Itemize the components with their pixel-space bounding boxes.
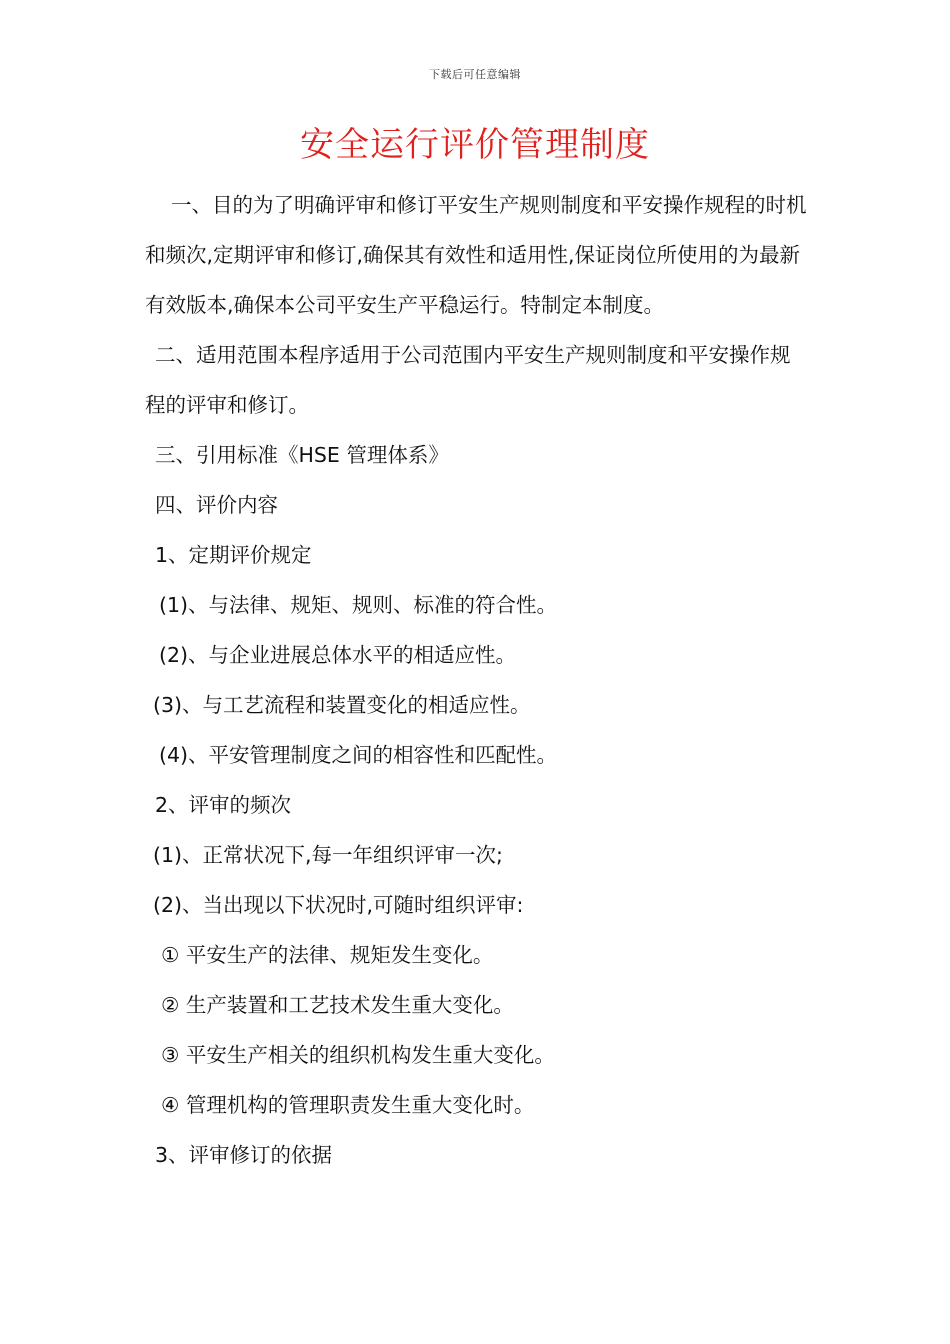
section-heading-evaluation: 四、评价内容 [155,493,278,517]
subsection-heading-basis: 3、评审修订的依据 [155,1143,333,1167]
document-title: 安全运行评价管理制度 [300,125,650,165]
list-item: ③ 平安生产相关的组织机构发生重大变化。 [161,1043,555,1067]
list-item: (1)、与法律、规矩、规则、标准的符合性。 [159,593,558,617]
list-item: ① 平安生产的法律、规矩发生变化。 [161,943,494,967]
paragraph-reference: 三、引用标准《HSE 管理体系》 [155,443,449,467]
document-body [145,180,810,1180]
subsection-heading-periodic: 1、定期评价规定 [155,543,312,567]
paragraph-purpose: 一、目的为了明确评审和修订平安生产规则制度和平安操作规程的时机和频次,定期评审和修订,确保其有效性和适用性,保证岗位所使用的为最新有效版本,确保本公司平安生产平稳运行。特制定本制度。 [145,193,807,317]
list-item: (4)、平安管理制度之间的相容性和匹配性。 [159,743,558,767]
header-note: 下载后可任意编辑 [429,68,521,81]
list-item: (1)、正常状况下,每一年组织评审一次; [153,843,503,867]
list-item: ④ 管理机构的管理职责发生重大变化时。 [161,1093,535,1117]
paragraph-scope: 二、适用范围本程序适用于公司范围内平安生产规则制度和平安操作规程的评审和修订。 [145,343,791,417]
list-item: (2)、当出现以下状况时,可随时组织评审: [153,893,524,917]
subsection-heading-frequency: 2、评审的频次 [155,793,292,817]
list-item: (2)、与企业进展总体水平的相适应性。 [159,643,517,667]
list-item: ② 生产装置和工艺技术发生重大变化。 [161,993,514,1017]
list-item: (3)、与工艺流程和装置变化的相适应性。 [153,693,531,717]
